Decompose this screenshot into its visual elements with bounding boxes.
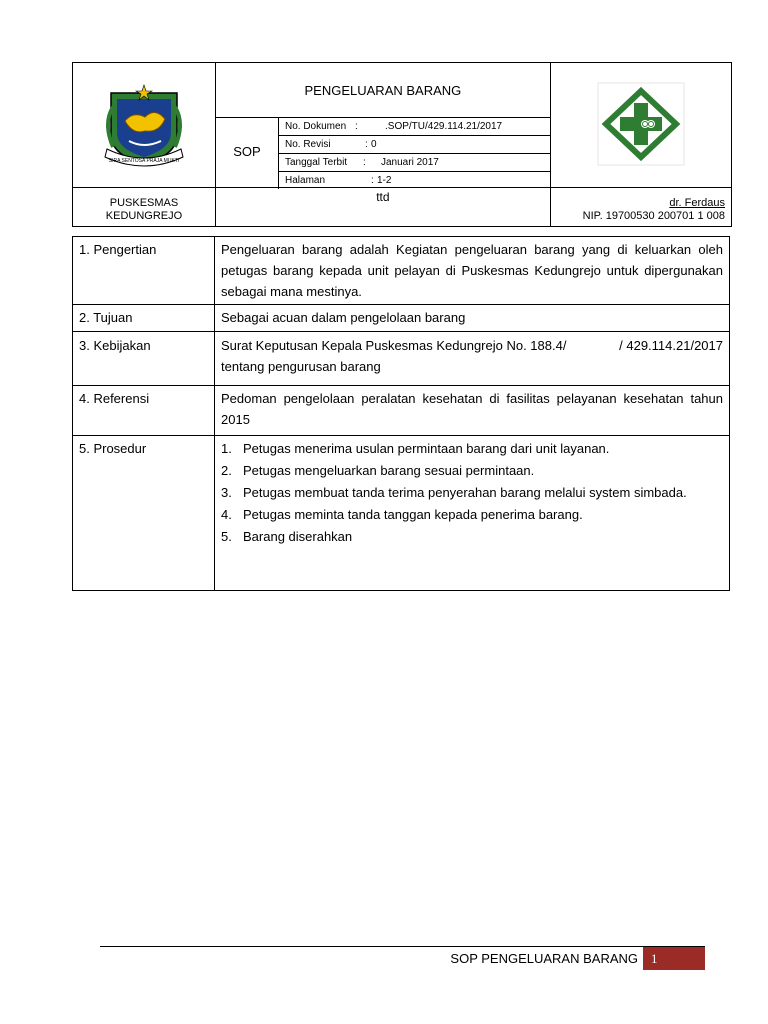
kebijakan-text-b: / 429.114.21/2017 (619, 338, 723, 353)
org-cell (73, 188, 216, 227)
list-item (221, 482, 723, 504)
step-number: 4. (221, 507, 232, 522)
meta-row-dokumen (279, 118, 550, 136)
section-row-referensi (73, 386, 730, 436)
section-text (215, 332, 730, 386)
kebijakan-text-a: Surat Keputusan Kepala Puskesmas Kedungrejo No. 188.4/ (221, 338, 567, 353)
section-label: 2. Tujuan (73, 305, 215, 332)
org-line2: KEDUNGREJO (105, 210, 183, 222)
meta-row-tanggal (279, 153, 550, 171)
title-cell (216, 63, 551, 188)
section-label: 1. Pengertian (73, 237, 215, 305)
org-line1: PUSKESMAS (109, 197, 179, 209)
section-row-kebijakan (73, 332, 730, 386)
step-number: 2. (221, 463, 232, 478)
section-steps (215, 436, 730, 591)
step-text: Petugas menerima usulan permintaan barang dari unit layanan. (243, 441, 610, 456)
step-number: 3. (221, 485, 232, 500)
sop-label: SOP (233, 144, 261, 159)
section-row-pengertian (73, 237, 730, 305)
footer-page-number: 1 (643, 947, 705, 970)
step-text: Petugas membuat tanda terima penyerahan barang melalui system simbada. (243, 485, 687, 500)
section-text: Sebagai acuan dalam pengelolaan barang (215, 305, 730, 332)
signer-name: dr. Ferdaus (669, 197, 725, 209)
step-number: 5. (221, 529, 232, 544)
meta-value: .SOP/TU/429.114.21/2017 (385, 120, 503, 132)
meta-row-revisi (279, 135, 550, 153)
list-item (221, 504, 723, 526)
step-text: Petugas meminta tanda tanggan kepada penerima barang. (243, 507, 583, 522)
meta-value: 0 (371, 138, 377, 150)
crest-motto: SIRA SENTOSA PRAJA MUKTI (108, 158, 180, 164)
meta-value: 1-2 (377, 174, 392, 186)
meta-sep: : (363, 156, 366, 168)
sop-body-table (72, 236, 730, 591)
puskesmas-green-cross-logo (596, 81, 686, 167)
meta-sep: : (355, 120, 358, 132)
ttd-cell (216, 188, 551, 227)
meta-sep: : (371, 174, 374, 186)
meta-label: No. Revisi (285, 138, 331, 150)
meta-label: Halaman (285, 174, 326, 186)
meta-label: No. Dokumen (285, 120, 347, 132)
list-item (221, 460, 723, 482)
procedure-list (221, 438, 723, 548)
section-row-prosedur (73, 436, 730, 591)
signer-nip: NIP. 19700530 200701 1 008 (582, 210, 725, 222)
right-logo-cell (550, 63, 731, 188)
kebijakan-text-c: tentang pengurusan barang (221, 359, 381, 374)
section-text: Pedoman pengelolaan peralatan kesehatan di fasilitas pelayanan kesehatan tahun 2015 (215, 386, 730, 436)
ttd-text: ttd (376, 190, 390, 204)
section-row-tujuan (73, 305, 730, 332)
step-text: Petugas mengeluarkan barang sesuai permintaan. (243, 463, 535, 478)
step-number: 1. (221, 441, 232, 456)
meta-label: Tanggal Terbit (285, 156, 348, 168)
left-logo-cell (73, 63, 216, 188)
footer-title: SOP PENGELUARAN BARANG (450, 951, 638, 966)
step-text: Barang diserahkan (243, 529, 353, 544)
list-item (221, 526, 723, 548)
regency-crest-logo (73, 63, 215, 184)
section-label: 5. Prosedur (73, 436, 215, 591)
header-table (72, 62, 732, 227)
section-text: Pengeluaran barang adalah Kegiatan pengeluaran barang yang di keluarkan oleh petugas barang kepada unit pelayan di Puskesmas Kedungrejo untuk dipergunakan sebagai mana mestinya. (215, 237, 730, 305)
document-meta (278, 118, 550, 189)
section-label: 4. Referensi (73, 386, 215, 436)
meta-row-halaman (279, 171, 550, 189)
footer-rule (100, 946, 705, 947)
meta-sep: : (365, 138, 368, 150)
document-title: PENGELUARAN BARANG (216, 65, 550, 118)
signer-cell (550, 188, 731, 227)
meta-value: Januari 2017 (381, 156, 439, 168)
list-item (221, 438, 723, 460)
section-label: 3. Kebijakan (73, 332, 215, 386)
